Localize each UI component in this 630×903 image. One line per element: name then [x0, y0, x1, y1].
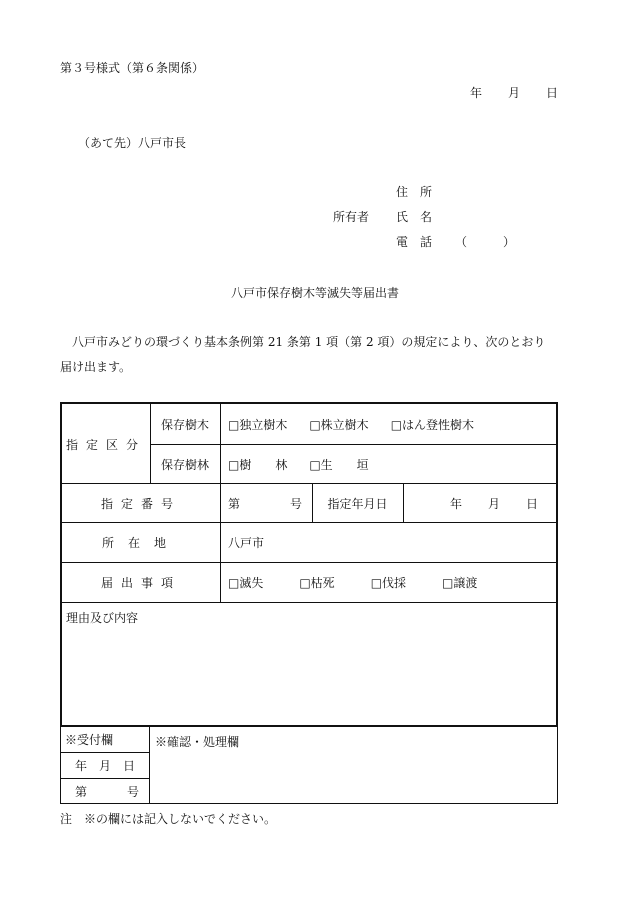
owner-label: 所有者 [333, 210, 370, 224]
location-value: 八戸市 [228, 535, 265, 550]
header-year: 年 [470, 86, 483, 100]
option-clustered-tree[interactable]: □株立樹木 [309, 417, 369, 432]
report-options [228, 562, 556, 602]
option-transferred[interactable]: □譲渡 [442, 575, 478, 590]
confirmation-label: ※確認・処理欄 [155, 735, 240, 749]
number-suffix: 号 [290, 496, 303, 511]
form-number: 第３号様式（第６条関係） [60, 61, 205, 75]
location-label: 所在地 [101, 535, 180, 550]
address-label: 住 所 [396, 185, 433, 199]
option-lost[interactable]: □滅失 [228, 575, 264, 590]
designation-category-label: 指定区分 [65, 437, 146, 452]
phone-parentheses: （ ） [455, 235, 516, 249]
protected-tree-options [228, 404, 556, 444]
header-month: 月 [508, 86, 521, 100]
report-matter-label: 届出事項 [100, 575, 181, 590]
reception-label: ※受付欄 [65, 732, 114, 747]
option-withered[interactable]: □枯死 [299, 575, 335, 590]
protected-forest-label: 保存樹林 [160, 457, 209, 472]
name-label: 氏 名 [396, 210, 433, 224]
header-day: 日 [546, 86, 559, 100]
protected-tree-label: 保存樹木 [160, 417, 209, 432]
option-hedge[interactable]: □生 垣 [309, 457, 369, 472]
document-title: 八戸市保存樹木等滅失等届出書 [230, 286, 399, 300]
reason-content-area[interactable] [66, 626, 552, 722]
number-prefix: 第 [228, 496, 241, 511]
designation-date-label: 指定年月日 [327, 496, 388, 511]
designation-date-day: 日 [526, 496, 539, 511]
protected-forest-options [228, 444, 556, 484]
phone-label: 電 話 [396, 235, 433, 249]
designation-number-label: 指定番号 [100, 496, 181, 511]
addressee: （あて先）八戸市長 [78, 136, 187, 150]
option-climbing-tree[interactable]: □はん登性樹木 [390, 417, 475, 432]
reception-number-prefix: 第 [75, 784, 88, 799]
reception-number-suffix: 号 [127, 784, 140, 799]
reason-label: 理由及び内容 [66, 611, 139, 625]
option-forest[interactable]: □樹 林 [228, 457, 288, 472]
footnote: 注 ※の欄には記入しないでください。 [60, 812, 277, 826]
reception-date: 年 月 日 [74, 758, 135, 773]
office-table [60, 726, 558, 804]
option-independent-tree[interactable]: □独立樹木 [228, 417, 288, 432]
option-felled[interactable]: □伐採 [370, 575, 407, 590]
body-line-1: 八戸市みどりの環づくり基本条例第 21 条第 1 項（第 2 項）の規定により、次のとおり [72, 335, 546, 349]
designation-date-month: 月 [488, 496, 501, 511]
body-line-2: 届け出ます。 [60, 360, 132, 374]
main-table [60, 402, 558, 727]
designation-date-year: 年 [450, 496, 463, 511]
